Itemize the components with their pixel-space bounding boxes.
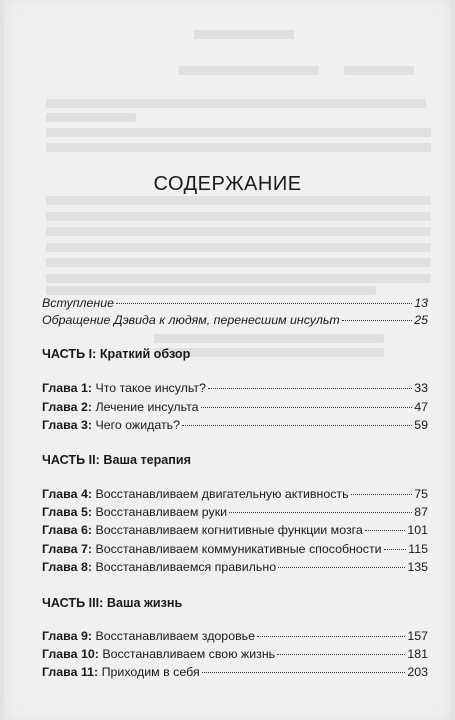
toc-entry-chapter[interactable] bbox=[42, 523, 428, 541]
chapter-page: 87 bbox=[414, 505, 428, 519]
chapter-title: Восстанавливаем свою жизнь bbox=[102, 647, 276, 661]
dot-leader bbox=[342, 320, 413, 321]
chapter-number: Глава 9: bbox=[42, 629, 92, 643]
chapter-number: Глава 7: bbox=[42, 542, 92, 556]
toc-entry-chapter[interactable] bbox=[42, 629, 428, 647]
dot-leader bbox=[384, 549, 407, 550]
dot-leader bbox=[277, 654, 405, 655]
toc-entry-page: 25 bbox=[414, 313, 428, 327]
chapter-page: 203 bbox=[407, 665, 428, 679]
dot-leader bbox=[257, 636, 405, 637]
toc-entry-chapter[interactable] bbox=[42, 381, 428, 399]
dot-leader bbox=[229, 512, 412, 513]
chapter-title: Восстанавливаем двигательную активность bbox=[95, 487, 349, 501]
dot-leader bbox=[365, 530, 406, 531]
dot-leader bbox=[116, 303, 412, 304]
chapter-number: Глава 11: bbox=[42, 665, 99, 679]
dot-leader bbox=[351, 494, 413, 495]
chapter-page: 47 bbox=[414, 400, 428, 414]
chapter-title: Приходим в себя bbox=[101, 665, 200, 679]
chapter-page: 75 bbox=[414, 487, 428, 501]
chapter-number: Глава 1: bbox=[42, 381, 92, 395]
chapter-page: 101 bbox=[407, 523, 428, 537]
chapter-number: Глава 2: bbox=[42, 400, 92, 414]
toc-entry-chapter[interactable] bbox=[42, 647, 428, 665]
chapter-number: Глава 5: bbox=[42, 505, 92, 519]
chapter-page: 181 bbox=[407, 647, 428, 661]
chapter-title: Восстанавливаем когнитивные функции мозга bbox=[95, 523, 363, 537]
dot-leader bbox=[182, 425, 412, 426]
chapter-page: 33 bbox=[414, 381, 428, 395]
chapter-number: Глава 3: bbox=[42, 418, 92, 432]
toc-entry-title: Обращение Дэвида к людям, перенесшим инсульт bbox=[42, 313, 340, 327]
toc-entry-chapter[interactable] bbox=[42, 487, 428, 505]
toc-entry-chapter[interactable] bbox=[42, 542, 428, 560]
dot-leader bbox=[201, 407, 413, 408]
chapter-title: Чего ожидать? bbox=[95, 418, 180, 432]
dot-leader bbox=[278, 567, 405, 568]
chapter-title: Восстанавливаем здоровье bbox=[95, 629, 256, 643]
toc-entry-chapter[interactable] bbox=[42, 418, 428, 436]
chapter-page: 157 bbox=[407, 629, 428, 643]
toc-entry-address[interactable] bbox=[42, 313, 428, 331]
toc-entry-chapter[interactable] bbox=[42, 560, 428, 578]
chapter-page: 59 bbox=[414, 418, 428, 432]
page-title: СОДЕРЖАНИЕ bbox=[153, 173, 302, 195]
chapter-title: Восстанавливаем коммуникативные способности bbox=[95, 542, 382, 556]
chapter-title: Восстанавливаемся правильно bbox=[95, 560, 277, 574]
toc-entry-title: Вступление bbox=[42, 296, 115, 310]
chapter-number: Глава 10: bbox=[42, 647, 99, 661]
chapter-title: Лечение инсульта bbox=[95, 400, 199, 414]
part-heading: ЧАСТЬ III: Ваша жизнь bbox=[42, 596, 183, 610]
toc-entry-chapter[interactable] bbox=[42, 505, 428, 523]
chapter-number: Глава 6: bbox=[42, 523, 92, 537]
chapter-number: Глава 4: bbox=[42, 487, 92, 501]
chapter-page: 115 bbox=[408, 542, 428, 556]
chapter-page: 135 bbox=[407, 560, 428, 574]
toc-entry-chapter[interactable] bbox=[42, 400, 428, 418]
part-heading: ЧАСТЬ II: Ваша терапия bbox=[42, 453, 192, 467]
toc-entry-chapter[interactable] bbox=[42, 665, 428, 683]
chapter-title: Восстанавливаем руки bbox=[95, 505, 228, 519]
chapter-title: Что такое инсульт? bbox=[95, 381, 206, 395]
part-heading: ЧАСТЬ I: Краткий обзор bbox=[42, 347, 191, 361]
chapter-number: Глава 8: bbox=[42, 560, 92, 574]
dot-leader bbox=[208, 388, 412, 389]
dot-leader bbox=[202, 672, 406, 673]
toc-entry-intro[interactable] bbox=[42, 296, 428, 314]
toc-entry-page: 13 bbox=[414, 296, 428, 310]
